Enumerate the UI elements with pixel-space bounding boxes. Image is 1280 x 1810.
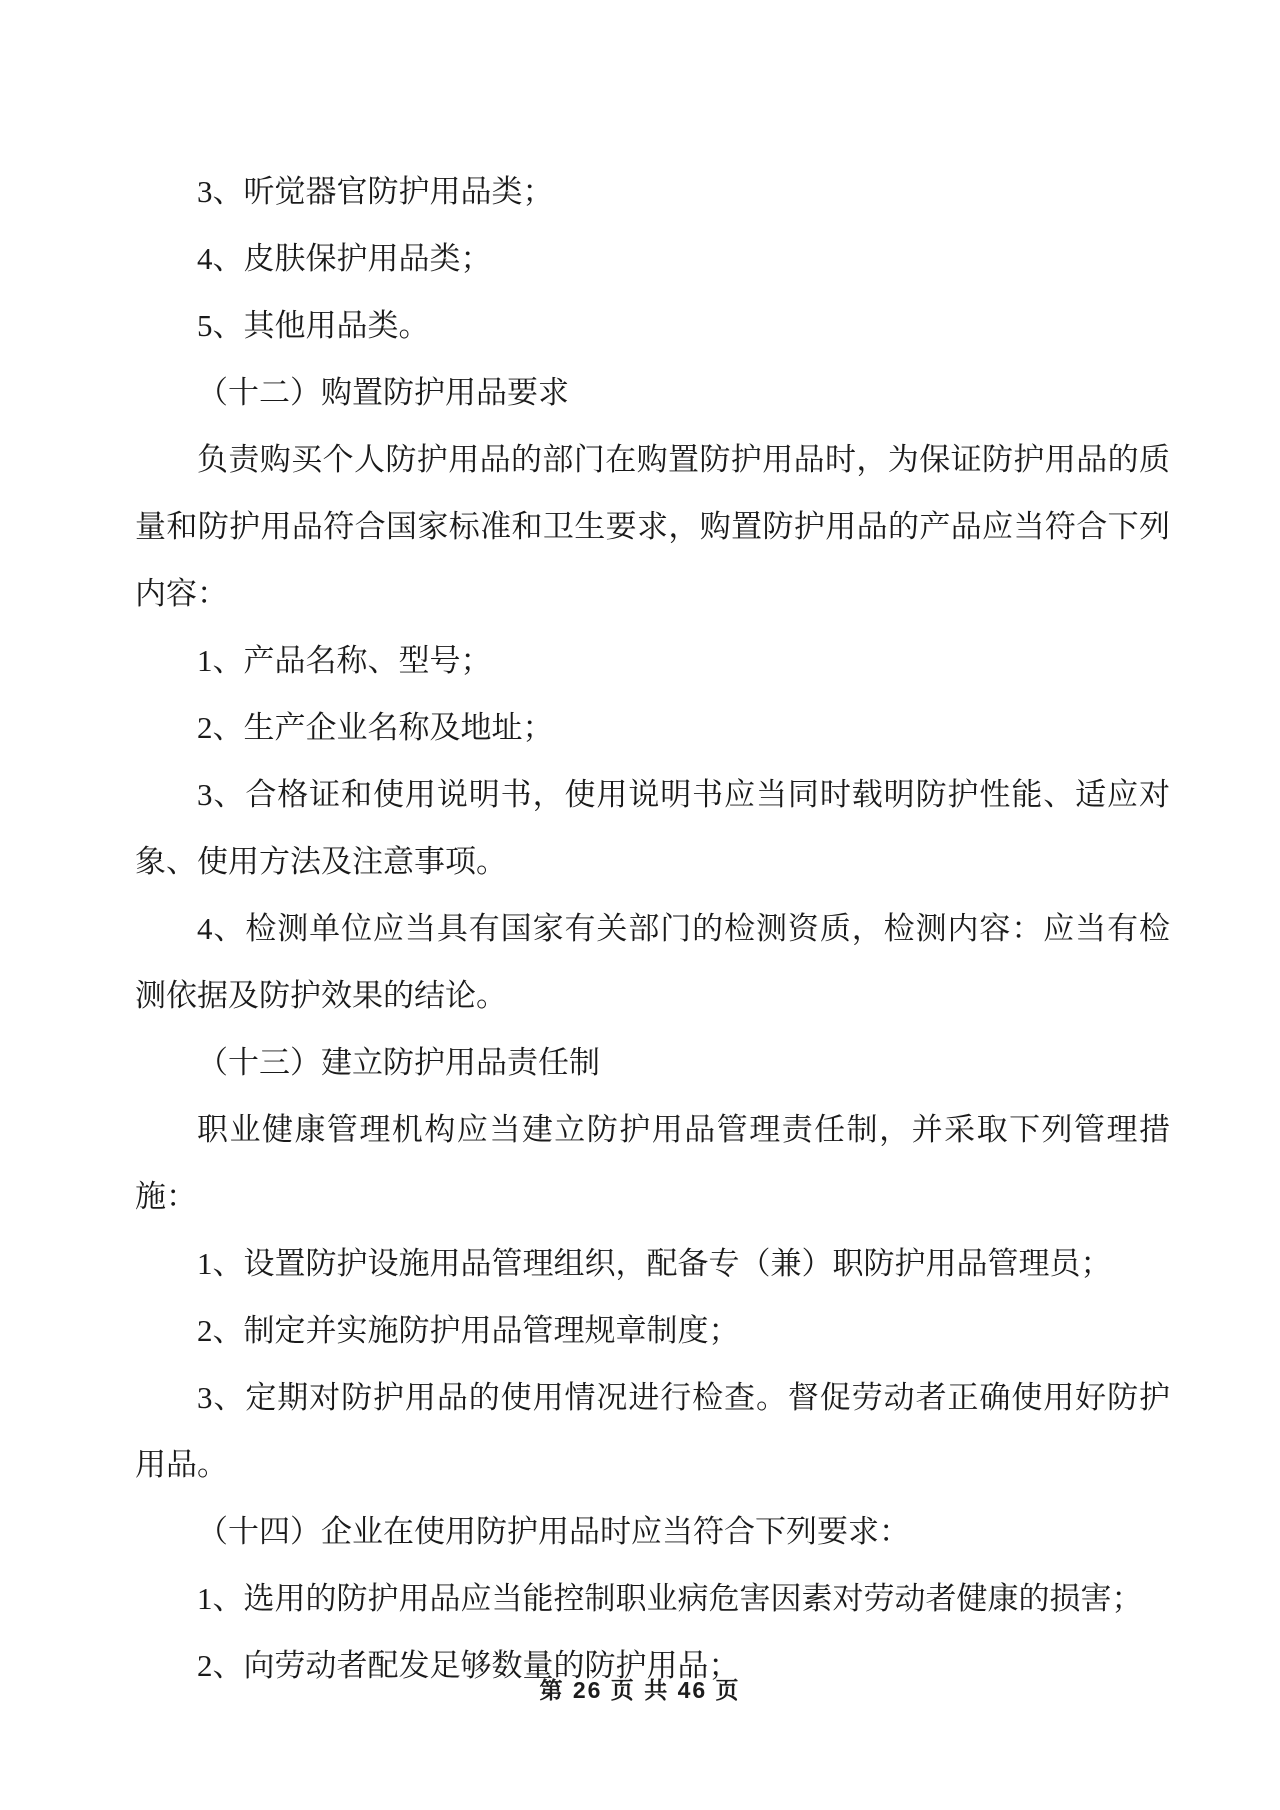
list-item: 2、生产企业名称及地址； <box>197 710 554 745</box>
list-item: 4、皮肤保护用品类； <box>197 241 492 276</box>
list-item: 2、制定并实施防护用品管理规章制度； <box>197 1313 740 1348</box>
list-item: 3、定期对防护用品的使用情况进行检查。督促劳动者正确使用好防护用品。 <box>135 1380 1170 1482</box>
page-footer <box>0 1672 1280 1705</box>
section-heading: （十四）企业在使用防护用品时应当符合下列要求： <box>197 1514 910 1549</box>
section-heading: （十三）建立防护用品责任制 <box>197 1045 600 1080</box>
section-heading: （十二）购置防护用品要求 <box>197 375 569 410</box>
paragraph: 职业健康管理机构应当建立防护用品管理责任制，并采取下列管理措施： <box>135 1112 1170 1214</box>
list-item: 1、设置防护设施用品管理组织，配备专（兼）职防护用品管理员； <box>197 1246 1112 1281</box>
list-item: 4、检测单位应当具有国家有关部门的检测资质，检测内容：应当有检测依据及防护效果的结论。 <box>135 911 1170 1013</box>
document-body <box>135 158 1170 1699</box>
list-item: 3、合格证和使用说明书，使用说明书应当同时载明防护性能、适应对象、使用方法及注意事项。 <box>135 777 1170 879</box>
list-item: 3、听觉器官防护用品类； <box>197 174 554 209</box>
list-item: 1、产品名称、型号； <box>197 643 492 678</box>
list-item: 1、选用的防护用品应当能控制职业病危害因素对劳动者健康的损害； <box>197 1581 1143 1616</box>
paragraph: 负责购买个人防护用品的部门在购置防护用品时，为保证防护用品的质量和防护用品符合国家标准和卫生要求，购置防护用品的产品应当符合下列内容： <box>135 442 1170 611</box>
list-item: 2、向劳动者配发足够数量的防护用品； <box>197 1648 740 1683</box>
page-number: 第 26 页 共 46 页 <box>539 1677 741 1703</box>
list-item: 5、其他用品类。 <box>197 308 430 343</box>
